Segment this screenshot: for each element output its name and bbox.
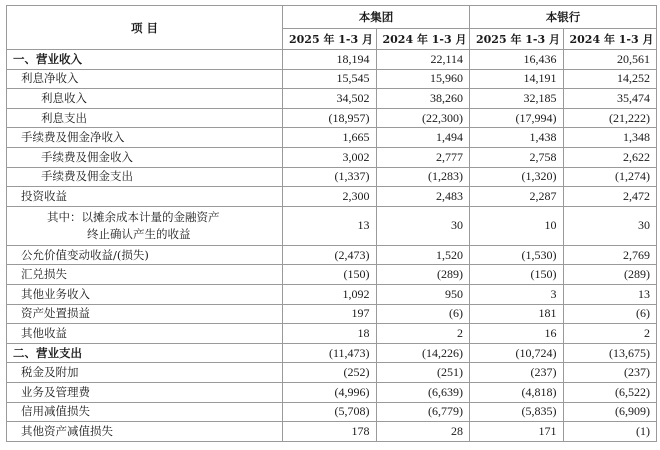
value-group-2024: (289): [376, 265, 470, 285]
period-header-bank-2024: 2024 年 1-3 月: [563, 29, 657, 50]
value-bank-2025: 3: [470, 284, 564, 304]
table-row: [7, 206, 657, 245]
row-label: 利息净收入: [7, 69, 283, 89]
row-label: 税金及附加: [7, 363, 283, 383]
value-group-2025: (252): [283, 363, 377, 383]
value-bank-2025: (1,530): [470, 245, 564, 265]
value-group-2024: (1,283): [376, 167, 470, 187]
value-group-2024: (14,226): [376, 343, 470, 363]
value-group-2025: 34,502: [283, 89, 377, 109]
value-bank-2025: (150): [470, 265, 564, 285]
value-bank-2024: 14,252: [563, 69, 657, 89]
value-group-2025: 1,092: [283, 284, 377, 304]
value-group-2025: (2,473): [283, 245, 377, 265]
row-label: 手续费及佣金收入: [7, 147, 283, 167]
value-group-2025: 18,194: [283, 50, 377, 70]
bank-column-header: 本银行: [470, 6, 657, 29]
value-bank-2025: 1,438: [470, 128, 564, 148]
value-bank-2024: (237): [563, 363, 657, 383]
table-row: [7, 108, 657, 128]
value-bank-2025: (4,818): [470, 382, 564, 402]
value-group-2024: 30: [376, 206, 470, 245]
table-row: [7, 382, 657, 402]
value-group-2025: 1,665: [283, 128, 377, 148]
value-bank-2025: (17,994): [470, 108, 564, 128]
value-group-2025: 197: [283, 304, 377, 324]
row-label: 其他收益: [7, 324, 283, 344]
value-bank-2025: 16: [470, 324, 564, 344]
row-label: 手续费及佣金净收入: [7, 128, 283, 148]
row-label: 其他业务收入: [7, 284, 283, 304]
value-group-2025: (18,957): [283, 108, 377, 128]
value-bank-2024: (6,522): [563, 382, 657, 402]
row-label: 利息支出: [7, 108, 283, 128]
value-group-2024: (22,300): [376, 108, 470, 128]
row-label: [7, 206, 283, 245]
table-row: [7, 343, 657, 363]
value-group-2024: 1,494: [376, 128, 470, 148]
value-group-2024: 38,260: [376, 89, 470, 109]
value-group-2025: 3,002: [283, 147, 377, 167]
table-row: [7, 50, 657, 70]
row-label: 汇兑损失: [7, 265, 283, 285]
row-label: 投资收益: [7, 187, 283, 207]
period-header-bank-2025: 2025 年 1-3 月: [470, 29, 564, 50]
value-bank-2025: 171: [470, 422, 564, 442]
value-group-2025: 2,300: [283, 187, 377, 207]
value-bank-2024: (289): [563, 265, 657, 285]
income-statement-table: [6, 5, 657, 442]
value-group-2025: (1,337): [283, 167, 377, 187]
table-row: [7, 147, 657, 167]
value-bank-2025: 181: [470, 304, 564, 324]
value-group-2024: (6,779): [376, 402, 470, 422]
value-bank-2024: 2,769: [563, 245, 657, 265]
table-row: [7, 265, 657, 285]
value-group-2024: 1,520: [376, 245, 470, 265]
value-group-2025: (150): [283, 265, 377, 285]
row-label: 手续费及佣金支出: [7, 167, 283, 187]
table-row: [7, 89, 657, 109]
row-label-line1: 其中：以摊余成本计量的金融资产: [47, 209, 220, 224]
table-row: [7, 167, 657, 187]
value-group-2024: (6): [376, 304, 470, 324]
table-row: [7, 363, 657, 383]
value-bank-2025: (1,320): [470, 167, 564, 187]
table-row: [7, 128, 657, 148]
value-group-2024: (251): [376, 363, 470, 383]
row-label: 信用减值损失: [7, 402, 283, 422]
value-group-2024: 2,483: [376, 187, 470, 207]
value-bank-2024: (6): [563, 304, 657, 324]
value-group-2024: 2,777: [376, 147, 470, 167]
value-group-2024: 950: [376, 284, 470, 304]
row-label: 其他资产减值损失: [7, 422, 283, 442]
value-group-2025: 15,545: [283, 69, 377, 89]
value-bank-2024: 30: [563, 206, 657, 245]
table-row: [7, 187, 657, 207]
value-bank-2024: (13,675): [563, 343, 657, 363]
table-row: [7, 304, 657, 324]
value-bank-2025: (237): [470, 363, 564, 383]
table-header: [7, 6, 657, 50]
value-bank-2024: (1): [563, 422, 657, 442]
value-bank-2025: 14,191: [470, 69, 564, 89]
table-row: [7, 324, 657, 344]
value-bank-2025: 10: [470, 206, 564, 245]
value-bank-2025: 32,185: [470, 89, 564, 109]
value-bank-2024: (6,909): [563, 402, 657, 422]
table-row: [7, 284, 657, 304]
row-label: 利息收入: [7, 89, 283, 109]
value-bank-2025: 16,436: [470, 50, 564, 70]
value-group-2024: 28: [376, 422, 470, 442]
table-body: [7, 50, 657, 442]
value-bank-2024: 2: [563, 324, 657, 344]
row-label: 公允价值变动收益/(损失): [7, 245, 283, 265]
value-bank-2025: (10,724): [470, 343, 564, 363]
value-bank-2024: (1,274): [563, 167, 657, 187]
value-group-2024: 15,960: [376, 69, 470, 89]
value-group-2024: (6,639): [376, 382, 470, 402]
value-bank-2024: (21,222): [563, 108, 657, 128]
value-bank-2024: 2,472: [563, 187, 657, 207]
group-column-header: 本集团: [283, 6, 470, 29]
value-bank-2024: 2,622: [563, 147, 657, 167]
row-label: 一、营业收入: [7, 50, 283, 70]
table-row: [7, 69, 657, 89]
value-bank-2025: (5,835): [470, 402, 564, 422]
value-bank-2025: 2,758: [470, 147, 564, 167]
value-group-2025: (5,708): [283, 402, 377, 422]
row-label: 二、营业支出: [7, 343, 283, 363]
value-group-2025: (11,473): [283, 343, 377, 363]
value-bank-2024: 1,348: [563, 128, 657, 148]
value-group-2024: 22,114: [376, 50, 470, 70]
table-row: [7, 245, 657, 265]
row-label: 业务及管理费: [7, 382, 283, 402]
value-group-2025: 18: [283, 324, 377, 344]
row-label-line2: 终止确认产生的收益: [87, 226, 191, 241]
value-group-2025: 178: [283, 422, 377, 442]
value-group-2025: 13: [283, 206, 377, 245]
row-label: 资产处置损益: [7, 304, 283, 324]
value-bank-2025: 2,287: [470, 187, 564, 207]
period-header-group-2024: 2024 年 1-3 月: [376, 29, 470, 50]
period-header-group-2025: 2025 年 1-3 月: [283, 29, 377, 50]
table-row: [7, 402, 657, 422]
value-bank-2024: 20,561: [563, 50, 657, 70]
item-column-header: 项 目: [7, 6, 283, 50]
value-bank-2024: 35,474: [563, 89, 657, 109]
value-group-2024: 2: [376, 324, 470, 344]
table-row: [7, 422, 657, 442]
value-group-2025: (4,996): [283, 382, 377, 402]
value-bank-2024: 13: [563, 284, 657, 304]
